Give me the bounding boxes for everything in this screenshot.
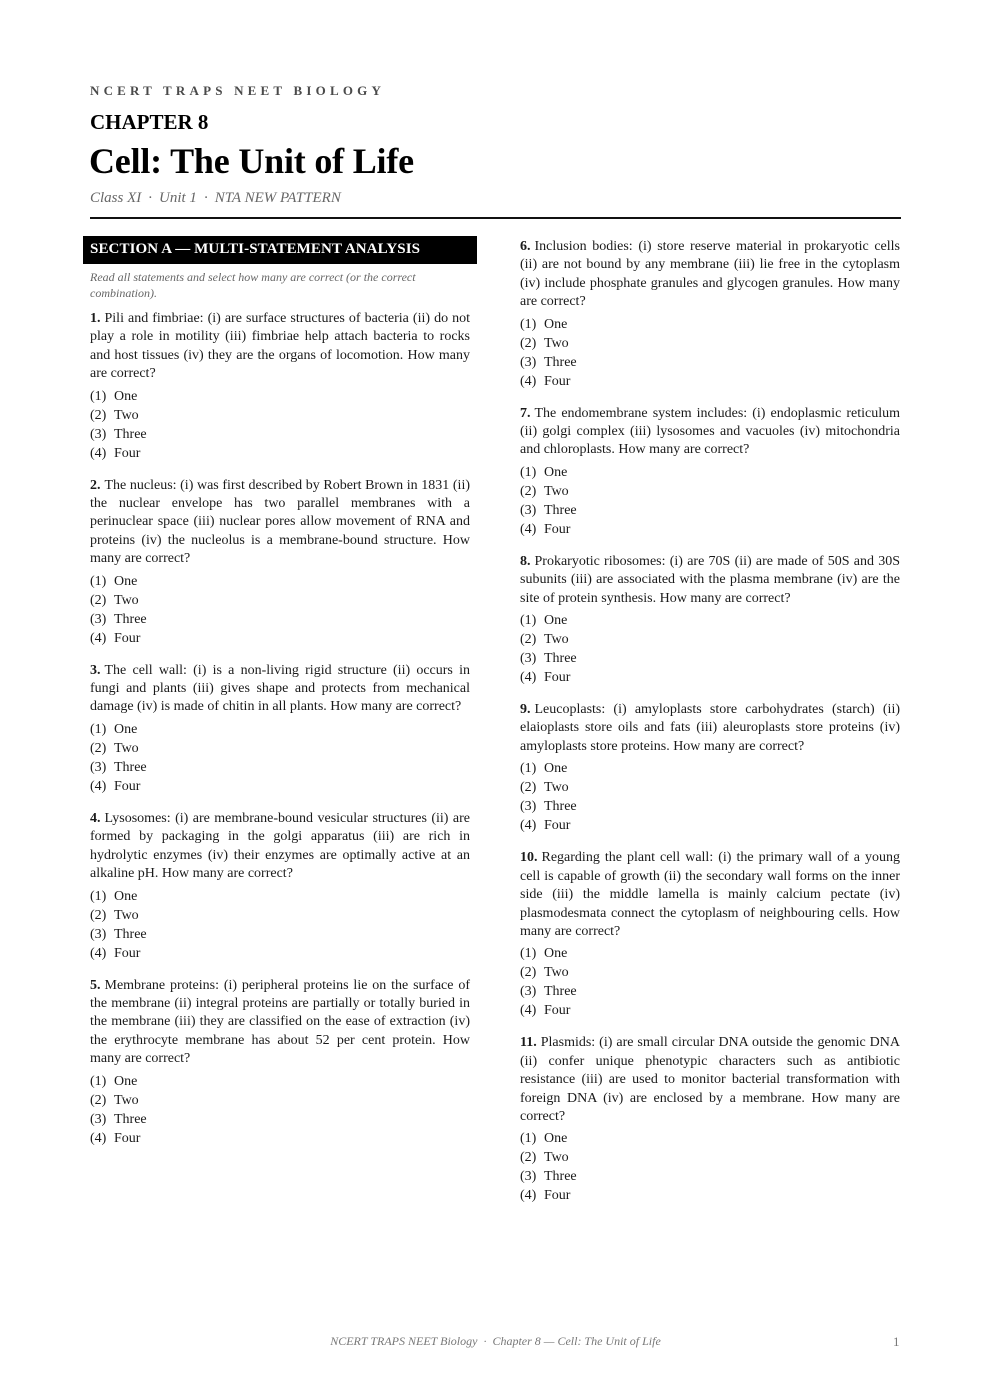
meta-class: Class XI <box>90 190 142 206</box>
meta-separator: · <box>203 190 208 206</box>
answer-option <box>90 1072 470 1091</box>
answer-option <box>90 906 470 925</box>
option-text: One <box>544 1131 568 1147</box>
option-label: (1) <box>520 761 537 777</box>
answer-option <box>520 778 900 797</box>
chapter-label: CHAPTER 8 <box>90 110 209 134</box>
answer-option <box>520 630 900 649</box>
option-label: (3) <box>520 651 537 667</box>
option-label: (2) <box>90 907 107 923</box>
answer-option <box>90 758 470 777</box>
question-item <box>90 662 470 796</box>
question-stem <box>90 977 470 1069</box>
answer-option <box>520 334 900 353</box>
page-number: 1 <box>893 1334 900 1349</box>
question-item <box>90 477 470 648</box>
option-text: Two <box>544 780 569 796</box>
answer-option <box>520 963 900 982</box>
option-text: Four <box>544 1003 571 1019</box>
option-text: Three <box>114 926 147 942</box>
option-label: (3) <box>90 1111 107 1127</box>
question-item <box>520 405 900 539</box>
meta-pattern: NTA NEW PATTERN <box>214 190 341 206</box>
question-text: Prokaryotic ribosomes: (i) are 70S (ii) are made of 50S and 30S subunits (iii) are associated with the plasma membrane (iv) are the site of protein synthesis. How many are correct? <box>520 553 900 606</box>
question-text: Leucoplasts: (i) amyloplasts store carbohydrates (starch) (ii) elaioplasts store oils and fats (iii) aleuroplasts store proteins (iv) amyloplasts store proteins. How many are correct? <box>520 702 900 754</box>
answer-option <box>90 739 470 758</box>
question-text: Plasmids: (i) are small circular DNA outside the genomic DNA (ii) confer unique phenotypic characters such as antibiotic resistance (iii) are used to monitor bacterial transformation with foreign DNA (iv) are enclosed by a membrane. How many are correct? <box>520 1035 900 1124</box>
answer-option <box>90 1129 470 1148</box>
question-list-right <box>520 238 900 1205</box>
option-label: (4) <box>90 630 107 646</box>
answer-option <box>520 463 900 482</box>
option-label: (4) <box>520 521 537 537</box>
option-text: Three <box>544 984 577 1000</box>
answer-option <box>90 629 470 648</box>
question-stem <box>520 553 900 608</box>
question-text: Lysosomes: (i) are membrane-bound vesicular structures (ii) are formed by packaging in the golgi apparatus (iii) are rich in hydrolytic enzymes (iv) their enzymes are optimally active at an alkaline pH. How many are correct? <box>90 810 470 882</box>
question-number: 7. <box>520 405 531 421</box>
option-label: (3) <box>520 354 537 370</box>
option-text: Three <box>544 354 577 370</box>
answer-option <box>90 777 470 796</box>
answer-option <box>90 572 470 591</box>
question-item <box>520 1034 900 1205</box>
question-stem <box>520 701 900 756</box>
option-text: Three <box>544 799 577 815</box>
question-number: 10. <box>520 850 538 866</box>
option-label: (4) <box>90 945 107 961</box>
option-label: (4) <box>90 445 107 461</box>
option-label: (2) <box>520 1150 537 1166</box>
option-text: Two <box>114 740 139 756</box>
option-label: (1) <box>90 1073 107 1089</box>
option-text: One <box>544 613 568 629</box>
question-item <box>520 701 900 835</box>
section-instructions: Read all statements and select how many are correct (or the correct combination). <box>90 270 416 300</box>
question-item <box>90 810 470 963</box>
answer-option <box>520 982 900 1001</box>
option-label: (3) <box>90 759 107 775</box>
question-text: The endomembrane system includes: (i) endoplasmic reticulum (ii) golgi complex (iii) lysosomes and vacuoles (iv) mitochondria and chloroplasts. How many are correct? <box>520 405 900 458</box>
answer-option <box>520 1167 900 1186</box>
question-stem <box>90 662 470 717</box>
question-item <box>520 238 900 391</box>
question-number: 6. <box>520 239 531 254</box>
answer-option <box>520 1148 900 1167</box>
option-text: Three <box>114 1111 147 1127</box>
answer-option <box>520 353 900 372</box>
book-kicker: NCERT TRAPS NEET BIOLOGY <box>90 83 386 98</box>
option-label: (2) <box>520 965 537 981</box>
question-stem <box>90 810 470 884</box>
answer-option <box>520 315 900 334</box>
option-label: (3) <box>90 426 107 442</box>
option-text: Four <box>544 373 571 389</box>
question-number: 2. <box>90 477 101 493</box>
question-text: Pili and fimbriae: (i) are surface structures of bacteria (ii) do not play a role in motility (iii) fimbriae help attach bacteria to rocks and host tissues (iv) they are the organs of locomotion. How many are correct? <box>90 311 470 382</box>
option-text: One <box>114 721 138 737</box>
footer-book: NCERT TRAPS NEET Biology <box>330 1334 478 1348</box>
option-text: Four <box>114 445 141 461</box>
answer-option <box>520 372 900 391</box>
question-list-left <box>90 310 470 1148</box>
option-text: Two <box>114 407 139 423</box>
answer-option <box>520 1129 900 1148</box>
answer-option <box>520 944 900 963</box>
option-label: (3) <box>90 926 107 942</box>
option-text: Four <box>544 818 571 834</box>
option-text: Three <box>544 502 577 518</box>
page-title: Cell: The Unit of Life <box>89 141 414 181</box>
option-text: Two <box>544 335 569 351</box>
option-label: (4) <box>520 1188 537 1204</box>
answer-option <box>90 720 470 739</box>
option-text: One <box>114 388 138 404</box>
option-label: (4) <box>520 670 537 686</box>
answer-option <box>520 482 900 501</box>
option-label: (3) <box>520 799 537 815</box>
option-text: Three <box>114 426 147 442</box>
answer-option <box>520 520 900 539</box>
left-column <box>90 236 470 1162</box>
option-text: Two <box>544 632 569 648</box>
answer-option <box>90 444 470 463</box>
footer-chapter: Chapter 8 — Cell: The Unit of Life <box>492 1334 661 1348</box>
option-text: Four <box>114 945 141 961</box>
question-number: 3. <box>90 662 101 678</box>
option-label: (2) <box>90 407 107 423</box>
option-label: (1) <box>90 888 107 904</box>
question-stem <box>90 310 470 384</box>
question-stem <box>520 405 900 460</box>
option-text: Four <box>114 630 141 646</box>
question-stem <box>90 477 470 569</box>
question-number: 9. <box>520 702 531 718</box>
option-text: One <box>544 761 568 777</box>
question-text: Regarding the plant cell wall: (i) the primary wall of a young cell is capable of growth (ii) the secondary wall forms on the inner side (iii) the middle lamella is mainly calcium pectate (iv) plasmodesmata connect the cytoplasm of neighbouring cells. How many are correct? <box>520 850 900 939</box>
option-text: Two <box>114 1092 139 1108</box>
option-text: Four <box>544 670 571 686</box>
answer-option <box>520 1186 900 1205</box>
option-text: One <box>114 573 138 589</box>
answer-option <box>520 797 900 816</box>
answer-option <box>520 759 900 778</box>
option-label: (4) <box>520 1003 537 1019</box>
option-label: (3) <box>90 611 107 627</box>
answer-option <box>90 1091 470 1110</box>
page-footer <box>0 1334 991 1349</box>
question-item <box>520 553 900 687</box>
option-text: Three <box>544 651 577 667</box>
option-label: (1) <box>520 464 537 480</box>
option-text: Two <box>544 1150 569 1166</box>
answer-option <box>90 887 470 906</box>
question-number: 4. <box>90 810 101 826</box>
footer-separator: · <box>483 1334 487 1348</box>
option-label: (2) <box>90 1092 107 1108</box>
option-text: Three <box>544 1169 577 1185</box>
option-text: Four <box>114 1130 141 1146</box>
option-text: Two <box>544 965 569 981</box>
option-label: (2) <box>520 335 537 351</box>
chapter-meta <box>90 190 341 207</box>
answer-option <box>520 649 900 668</box>
option-label: (4) <box>520 373 537 389</box>
option-text: Four <box>544 521 571 537</box>
option-label: (1) <box>90 573 107 589</box>
question-item <box>520 849 900 1020</box>
answer-option <box>90 944 470 963</box>
right-column <box>520 238 900 1219</box>
option-text: Two <box>114 592 139 608</box>
answer-option <box>90 387 470 406</box>
answer-option <box>90 406 470 425</box>
option-text: Three <box>114 611 147 627</box>
option-label: (2) <box>90 740 107 756</box>
answer-option <box>90 925 470 944</box>
option-label: (2) <box>520 632 537 648</box>
option-text: Four <box>114 778 141 794</box>
option-label: (1) <box>90 721 107 737</box>
answer-option <box>90 1110 470 1129</box>
option-label: (4) <box>520 818 537 834</box>
option-label: (3) <box>520 984 537 1000</box>
answer-option <box>90 425 470 444</box>
option-text: One <box>114 1073 138 1089</box>
option-label: (2) <box>90 592 107 608</box>
question-number: 1. <box>90 311 101 326</box>
question-item <box>90 310 470 463</box>
option-label: (4) <box>90 778 107 794</box>
answer-option <box>90 591 470 610</box>
option-label: (1) <box>90 388 107 404</box>
option-label: (4) <box>90 1130 107 1146</box>
option-label: (1) <box>520 613 537 629</box>
option-label: (2) <box>520 483 537 499</box>
option-text: Four <box>544 1188 571 1204</box>
option-text: One <box>114 888 138 904</box>
option-label: (3) <box>520 1169 537 1185</box>
option-label: (2) <box>520 780 537 796</box>
option-text: One <box>544 464 568 480</box>
answer-option <box>520 611 900 630</box>
option-text: Two <box>544 483 569 499</box>
question-text: Membrane proteins: (i) peripheral proteins lie on the surface of the membrane (ii) integral proteins are partially or totally buried in the membrane (iii) they are classified on the ease of extraction (iv) the erythrocyte membrane has about 52 per cent protein. How many are correct? <box>90 977 470 1067</box>
option-text: One <box>544 316 568 332</box>
question-text: Inclusion bodies: (i) store reserve material in prokaryotic cells (ii) are not bound by any membrane (iii) lie free in the cytoplasm (iv) include phosphate granules and glycogen granules. How many are correct? <box>520 239 900 310</box>
answer-option <box>520 668 900 687</box>
question-text: The nucleus: (i) was first described by Robert Brown in 1831 (ii) the nuclear envelope has two parallel membranes with a perinuclear space (iii) nuclear pores allow movement of RNA and proteins (iv) the nucleolus is a membrane-bound structure. How many are correct? <box>90 477 470 567</box>
meta-separator: · <box>148 190 153 206</box>
header-rule <box>90 217 901 219</box>
option-text: Three <box>114 759 147 775</box>
question-stem <box>520 849 900 941</box>
question-item <box>90 977 470 1148</box>
meta-unit: Unit 1 <box>159 190 197 206</box>
answer-option <box>520 1001 900 1020</box>
option-label: (3) <box>520 502 537 518</box>
option-text: One <box>544 946 568 962</box>
section-heading: SECTION A — MULTI-STATEMENT ANALYSIS <box>83 236 477 264</box>
answer-option <box>520 816 900 835</box>
option-label: (1) <box>520 946 537 962</box>
question-number: 11. <box>520 1035 537 1051</box>
question-text: The cell wall: (i) is a non-living rigid structure (ii) occurs in fungi and plants (iii) gives shape and protects from mechanical damage (iv) is made of chitin in all plants. How many are correct? <box>90 662 470 715</box>
question-number: 5. <box>90 977 101 993</box>
option-text: Two <box>114 907 139 923</box>
answer-option <box>90 610 470 629</box>
answer-option <box>520 501 900 520</box>
question-stem <box>520 1034 900 1126</box>
question-stem <box>520 238 900 312</box>
option-label: (1) <box>520 316 537 332</box>
question-number: 8. <box>520 553 531 569</box>
option-label: (1) <box>520 1131 537 1147</box>
